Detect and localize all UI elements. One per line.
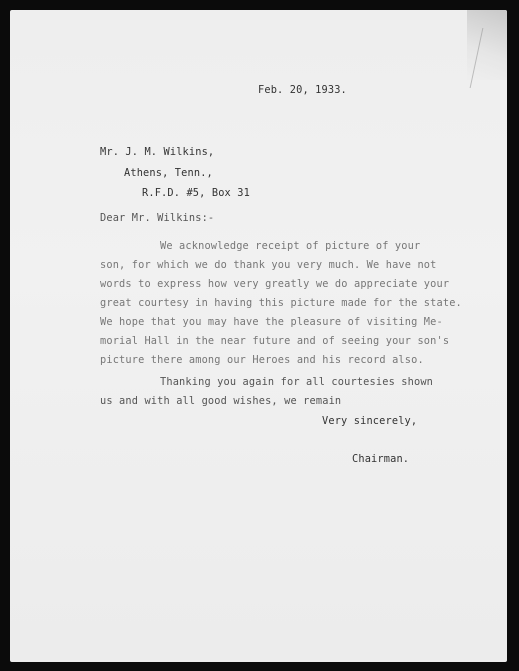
recipient-name: Mr. J. M. Wilkins, [100, 146, 215, 158]
recipient-city: Athens, Tenn., [124, 167, 213, 179]
body-line: great courtesy in having this picture made for the state. [100, 297, 462, 309]
body-line: morial Hall in the near future and of seeing your son's [100, 335, 450, 347]
body-line: words to express how very greatly we do appreciate your [100, 278, 450, 290]
salutation: Dear Mr. Wilkins:- [100, 212, 215, 224]
body-line: We acknowledge receipt of picture of your [160, 240, 421, 252]
signature-title: Chairman. [352, 453, 410, 465]
page-fold [470, 28, 504, 88]
letter-date: Feb. 20, 1933. [258, 84, 347, 96]
body-line: We hope that you may have the pleasure of visiting Me- [100, 316, 443, 328]
recipient-route: R.F.D. #5, Box 31 [142, 187, 250, 199]
closing-line: Thanking you again for all courtesies shown [160, 376, 434, 388]
body-line: picture there among our Heroes and his record also. [100, 354, 424, 366]
complimentary-close: Very sincerely, [322, 415, 418, 427]
closing-line: us and with all good wishes, we remain [100, 395, 342, 407]
letter-page [10, 10, 507, 662]
body-line: son, for which we do thank you very much. We have not [100, 259, 437, 271]
